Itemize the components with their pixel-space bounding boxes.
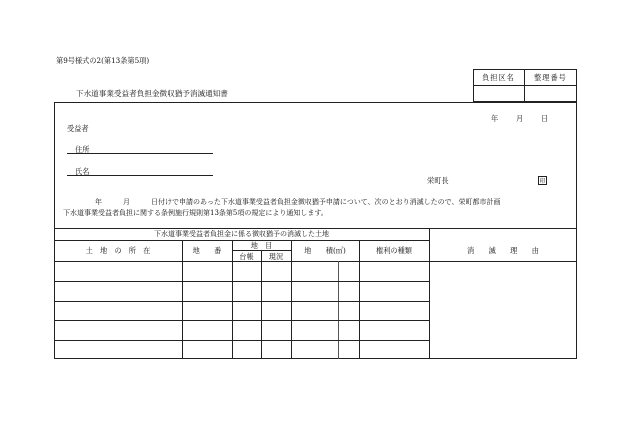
- document-title: 下水道事業受益者負担金徴収猶予消滅通知書: [76, 89, 228, 98]
- header-reason: 消 滅 理 由: [467, 246, 539, 255]
- table-row: [54, 320, 429, 321]
- header-actual: 現況: [268, 252, 284, 261]
- header-land-category: 地 目: [250, 241, 273, 250]
- address-label: 住所: [75, 145, 90, 154]
- reference-number-label: 整理番号: [534, 73, 567, 82]
- name-label: 氏名: [75, 167, 90, 176]
- recipient-label: 受益者: [67, 124, 89, 133]
- name-line: [67, 175, 213, 176]
- table-caption: 下水道事業受益者負担金に係る徴収猶予の消滅した土地: [154, 230, 329, 238]
- body-text-line2: 下水道事業受益者負担に関する条例施行規則第13条第5項の規定により通知します。: [63, 209, 328, 217]
- address-line: [67, 153, 213, 154]
- table-row: [54, 301, 429, 302]
- body-text-line1: 年 月 日付けで申請のあった下水道事業受益者負担金徴収猶予申請について、次のとおり消滅したので、栄町都市計画: [95, 198, 501, 206]
- header-area: 地 積(㎡): [304, 246, 346, 255]
- table-row: [54, 281, 429, 282]
- district-name-label: 負担区名: [482, 73, 515, 82]
- header-lot-number: 地 番: [192, 246, 222, 255]
- header-rights-type: 権利の種類: [376, 246, 412, 255]
- form-number: 第9号様式の2(第13条第5項): [56, 56, 150, 65]
- header-register: 台帳: [239, 252, 254, 261]
- date-day-label: 日: [541, 114, 549, 123]
- date-year-label: 年: [491, 114, 499, 123]
- seal-mark: 印: [539, 178, 546, 185]
- header-location: 土 地 の 所 在: [85, 246, 151, 255]
- issuer-title: 栄町長: [427, 176, 449, 185]
- table-top-border: [54, 228, 577, 229]
- table-row: [54, 340, 429, 341]
- date-month-label: 月: [516, 114, 524, 123]
